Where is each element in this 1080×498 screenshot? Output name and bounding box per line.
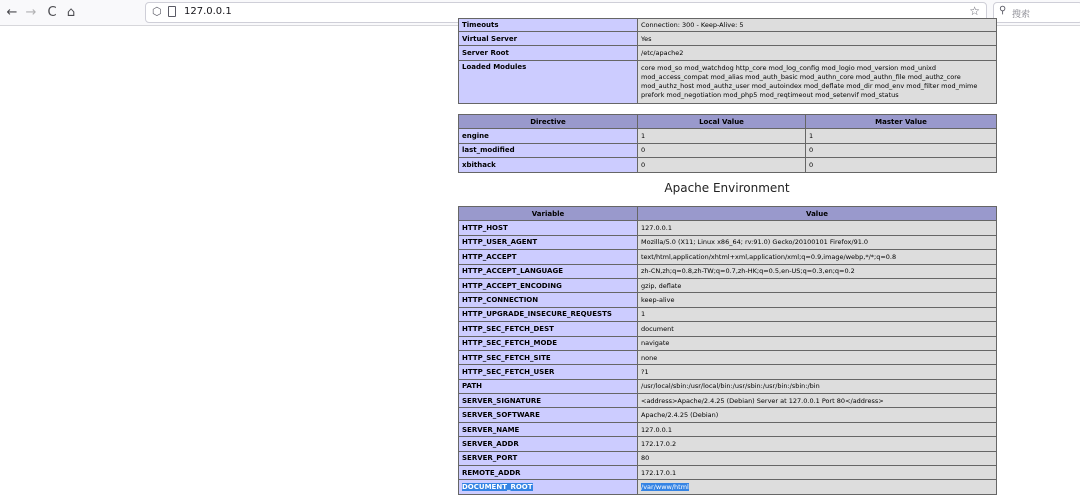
env-variable-value-text: text/html,application/xhtml+xml,application/xml;q=0.9,image/webp,*/*;q=0.8 [641,252,897,261]
env-variable-name [459,408,638,422]
table-row [459,235,997,249]
env-variable-name-text: HTTP_SEC_FETCH_USER [462,367,555,376]
directive-table [458,114,997,173]
env-variable-name-text: HTTP_SEC_FETCH_MODE [462,339,558,348]
env-variable-value-text: gzip, deflate [641,281,682,290]
table-row [459,408,997,422]
table-row [459,451,997,465]
env-variable-name [459,480,638,494]
table-header-row [459,115,997,129]
env-variable-value-text: zh-CN,zh;q=0.8,zh-TW;q=0.7,zh-HK;q=0.5,en-US;q=0.3,en;q=0.2 [641,267,855,276]
table-row [459,466,997,480]
env-variable-value [638,264,997,278]
env-variable-name-text: HTTP_CONNECTION [462,296,539,305]
table-row [459,322,997,336]
env-variable-value [638,307,997,321]
column-header-local-value: Local Value [638,115,806,129]
env-variable-value [638,293,997,307]
table-row [459,422,997,436]
env-variable-name [459,365,638,379]
env-variable-name-text: SERVER_PORT [462,454,518,463]
table-header-row [459,207,997,221]
search-box[interactable] [993,2,1080,23]
directive-name: xbithack [459,158,638,172]
env-variable-name-text: SERVER_SOFTWARE [462,411,540,420]
apache-config-table [458,18,997,104]
env-variable-name [459,379,638,393]
environment-table-wrap [458,206,997,495]
env-variable-value-text: document [641,324,674,333]
env-variable-value [638,379,997,393]
env-variable-name [459,293,638,307]
env-variable-value [638,480,997,494]
env-variable-name [459,307,638,321]
table-row [459,19,997,32]
env-variable-name-text: DOCUMENT_ROOT [462,483,533,492]
config-key: Virtual Server [459,32,638,46]
column-header-directive: Directive [459,115,638,129]
env-variable-name-text: HTTP_USER_AGENT [462,238,538,247]
table-row [459,293,997,307]
table-row [459,365,997,379]
env-variable-name [459,264,638,278]
table-row [459,437,997,451]
master-value: 0 [806,143,997,157]
config-value: Yes [638,32,997,46]
search-icon: ⚲ [999,5,1007,16]
table-row [459,307,997,321]
env-variable-value [638,322,997,336]
local-value: 0 [638,158,806,172]
env-variable-name [459,221,638,235]
env-variable-value-text: 127.0.0.1 [641,224,673,233]
column-header-variable: Variable [459,207,638,221]
table-row [459,480,997,494]
env-variable-value [638,466,997,480]
env-variable-value [638,235,997,249]
page-info-icon[interactable] [168,6,176,17]
env-variable-value-text: Mozilla/5.0 (X11; Linux x86_64; rv:91.0) Gecko/20100101 Firefox/91.0 [641,238,869,247]
env-variable-value-text: none [641,353,658,362]
apache-environment-section [458,181,996,195]
env-variable-value [638,336,997,350]
table-row [459,336,997,350]
env-variable-value-text: /usr/local/sbin:/usr/local/bin:/usr/sbin:/usr/bin:/sbin:/bin [641,382,820,391]
local-value: 0 [638,143,806,157]
env-variable-value-text: <address>Apache/2.4.25 (Debian) Server at 127.0.0.1 Port 80</address> [641,396,884,405]
env-variable-name-text: SERVER_NAME [462,425,520,434]
table-row [459,158,997,172]
env-variable-name [459,235,638,249]
search-placeholder[interactable]: 搜索 [1012,10,1031,20]
table-row [459,264,997,278]
env-variable-name-text: HTTP_ACCEPT_ENCODING [462,281,562,290]
table-row [459,60,997,103]
section-title: Apache Environment [664,181,790,195]
env-variable-name [459,422,638,436]
env-variable-name-text: PATH [462,382,482,391]
env-variable-value-text: 127.0.0.1 [641,425,673,434]
env-variable-value-text: 1 [641,310,646,319]
environment-table [458,206,997,495]
env-variable-value [638,394,997,408]
env-variable-value [638,365,997,379]
column-header-value: Value [638,207,997,221]
tracking-protection-icon[interactable]: ⬡ [152,5,162,18]
env-variable-value [638,250,997,264]
env-variable-value-text: /var/www/html [641,483,689,492]
env-variable-name-text: HTTP_SEC_FETCH_DEST [462,324,554,333]
master-value: 1 [806,129,997,143]
env-variable-name [459,394,638,408]
env-variable-value [638,278,997,292]
env-variable-name-text: SERVER_ADDR [462,439,519,448]
env-variable-name-text: HTTP_UPGRADE_INSECURE_REQUESTS [462,310,612,319]
env-variable-value-text: navigate [641,339,670,348]
master-value: 0 [806,158,997,172]
env-variable-value [638,221,997,235]
back-arrow-icon[interactable]: ← [6,5,18,20]
env-variable-name-text: HTTP_HOST [462,224,508,233]
env-variable-name [459,336,638,350]
table-row [459,129,997,143]
table-row [459,350,997,364]
env-variable-name [459,350,638,364]
local-value: 1 [638,129,806,143]
env-variable-name [459,250,638,264]
env-variable-value-text: ?1 [641,367,649,376]
table-row [459,278,997,292]
directive-section [458,114,997,173]
table-row [459,32,997,46]
env-variable-value [638,350,997,364]
env-variable-value-text: keep-alive [641,296,675,305]
environment-table-body [459,221,997,494]
env-variable-name-text: HTTP_SEC_FETCH_SITE [462,353,551,362]
table-row [459,221,997,235]
table-row [459,46,997,60]
config-value: Connection: 300 - Keep-Alive: 5 [638,19,997,32]
env-variable-value-text: Apache/2.4.25 (Debian) [641,411,719,420]
table-row [459,379,997,393]
env-variable-value [638,451,997,465]
config-key: Timeouts [459,19,638,32]
env-variable-name-text: SERVER_SIGNATURE [462,396,542,405]
env-variable-value [638,422,997,436]
config-key: Loaded Modules [459,60,638,103]
directive-name: last_modified [459,143,638,157]
env-variable-value-text: 172.17.0.1 [641,468,677,477]
env-variable-value [638,437,997,451]
env-variable-name [459,322,638,336]
apache-config-section [458,18,997,104]
env-variable-value-text: 172.17.0.2 [641,439,677,448]
env-variable-name-text: REMOTE_ADDR [462,468,521,477]
home-icon[interactable]: ⌂ [66,5,76,20]
env-variable-name [459,278,638,292]
env-variable-name [459,466,638,480]
env-variable-name [459,451,638,465]
env-variable-name-text: HTTP_ACCEPT_LANGUAGE [462,267,563,276]
env-variable-name [459,437,638,451]
bookmark-star-icon[interactable]: ☆ [969,4,980,18]
url-text[interactable]: 127.0.0.1 [184,6,232,17]
config-value: /etc/apache2 [638,46,997,60]
table-row [459,143,997,157]
forward-arrow-icon[interactable]: → [25,5,37,20]
column-header-master-value: Master Value [806,115,997,129]
env-variable-name-text: HTTP_ACCEPT [462,252,517,261]
config-key: Server Root [459,46,638,60]
table-row [459,394,997,408]
reload-icon[interactable]: C [47,5,57,20]
env-variable-value [638,408,997,422]
table-row [459,250,997,264]
directive-name: engine [459,129,638,143]
env-variable-value-text: 80 [641,454,650,463]
config-value: core mod_so mod_watchdog http_core mod_log_config mod_logio mod_version mod_unixd mod_access_compat mod_alias mod_auth_basic mod_authn_core mod_authn_file mod_authz_core mod_authz_host mod_authz_user mod_autoindex mod_deflate mod_dir mod_env mod_filter mod_mime prefork mod_negotiation mod_php5 mod_reqtimeout mod_setenvif mod_status [638,60,997,103]
